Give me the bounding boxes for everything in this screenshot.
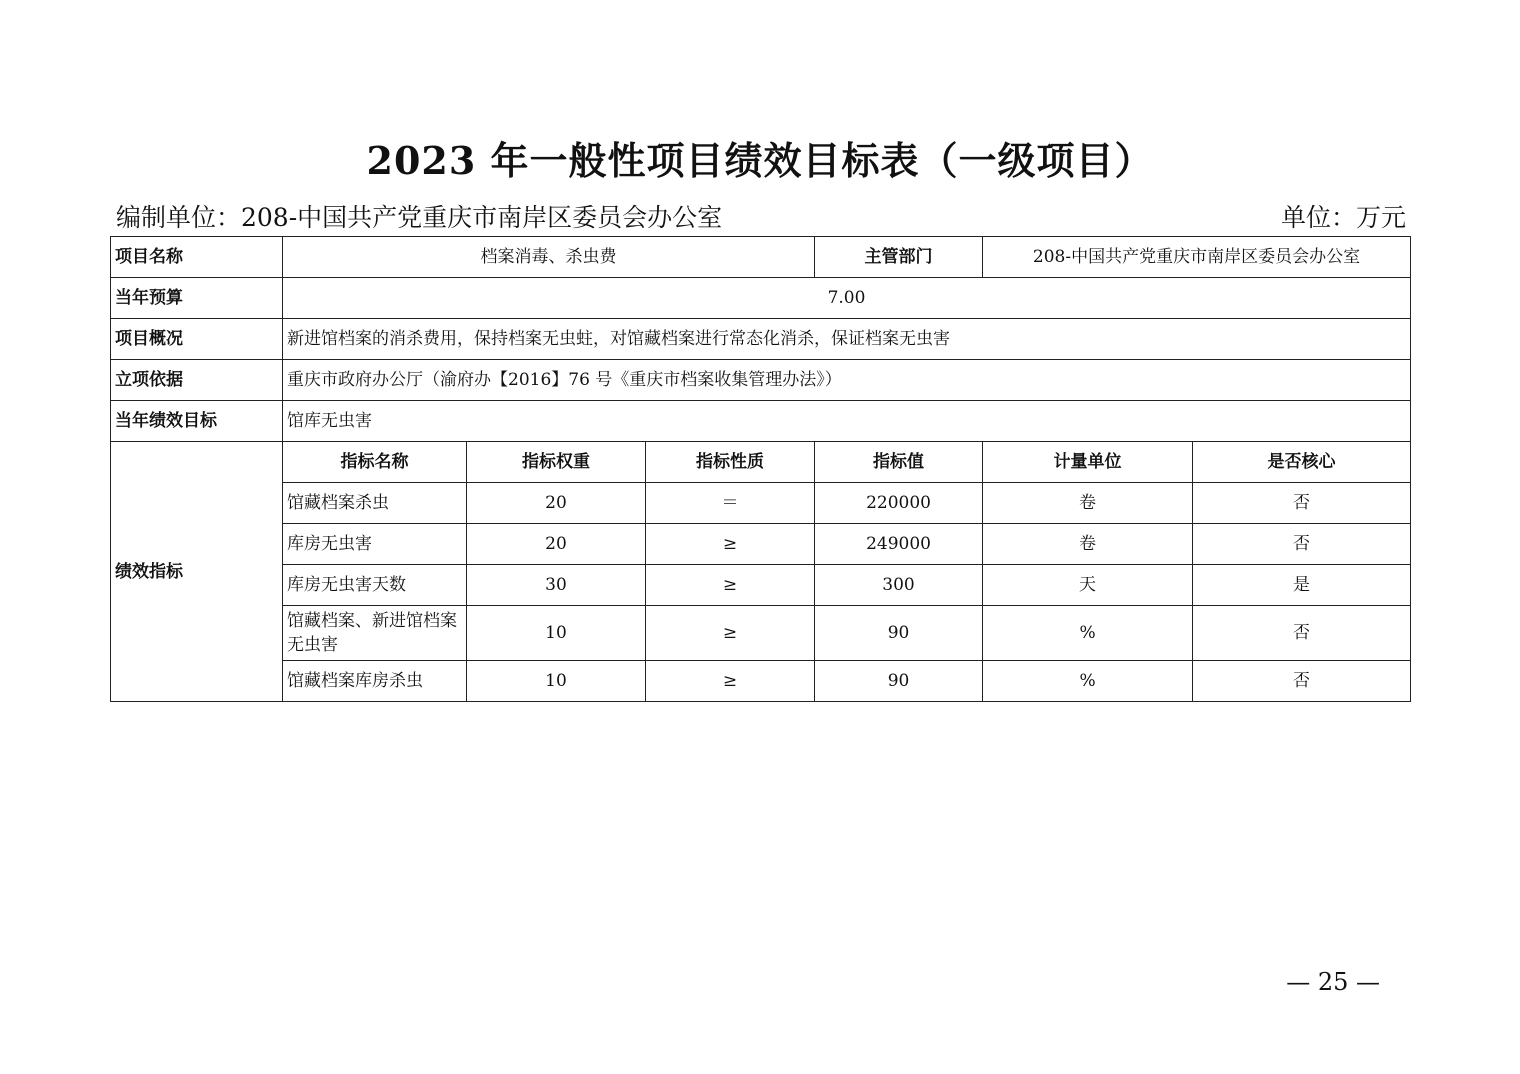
row-budget [111,278,1411,319]
table-row [111,661,1411,702]
project-name-value: 档案消毒、杀虫费 [283,237,815,278]
header-measure-unit: 计量单位 [983,442,1193,483]
is-core: 否 [1193,524,1411,565]
header-indicator-nature: 指标性质 [646,442,815,483]
indicator-name: 库房无虫害 [283,524,467,565]
overview-label: 项目概况 [111,319,283,360]
table-row [111,524,1411,565]
row-goal [111,401,1411,442]
indicator-nature: ＝ [646,483,815,524]
row-overview [111,319,1411,360]
currency-unit: 单位：万元 [1280,203,1406,232]
basis-label: 立项依据 [111,360,283,401]
measure-unit: 卷 [983,524,1193,565]
indicator-value: 300 [815,565,983,606]
budget-value: 7.00 [283,278,1411,319]
is-core: 否 [1193,661,1411,702]
dept-label: 主管部门 [815,237,983,278]
indicator-name: 馆藏档案库房杀虫 [283,661,467,702]
indicator-weight: 20 [467,524,646,565]
indicator-weight: 10 [467,661,646,702]
indicator-value: 90 [815,661,983,702]
overview-value: 新进馆档案的消杀费用，保持档案无虫蛀，对馆藏档案进行常态化消杀，保证档案无虫害 [283,319,1411,360]
header-indicator-name: 指标名称 [283,442,467,483]
indicator-value: 90 [815,606,983,661]
indicators-label: 绩效指标 [111,442,283,702]
indicator-name: 馆藏档案、新进馆档案无虫害 [283,606,467,661]
project-name-label: 项目名称 [111,237,283,278]
measure-unit: 天 [983,565,1193,606]
indicator-name: 馆藏档案杀虫 [283,483,467,524]
basis-value: 重庆市政府办公厅（渝府办【2016】76 号《重庆市档案收集管理办法》） [283,360,1411,401]
page-title: 2023 年一般性项目绩效目标表（一级项目） [366,138,1154,183]
indicator-nature: ≥ [646,606,815,661]
row-basis [111,360,1411,401]
page-number: — 25 — [1286,968,1380,996]
header-is-core: 是否核心 [1193,442,1411,483]
performance-table [110,236,1411,702]
measure-unit: % [983,606,1193,661]
measure-unit: 卷 [983,483,1193,524]
header-indicator-value: 指标值 [815,442,983,483]
header-indicator-weight: 指标权重 [467,442,646,483]
indicator-nature: ≥ [646,565,815,606]
indicator-weight: 20 [467,483,646,524]
indicator-weight: 30 [467,565,646,606]
table-row [111,483,1411,524]
is-core: 否 [1193,483,1411,524]
indicator-name: 库房无虫害天数 [283,565,467,606]
table-row [111,565,1411,606]
indicator-weight: 10 [467,606,646,661]
compiling-unit: 编制单位：208-中国共产党重庆市南岸区委员会办公室 [116,203,723,232]
indicator-value: 220000 [815,483,983,524]
row-project-name [111,237,1411,278]
goal-value: 馆库无虫害 [283,401,1411,442]
indicator-nature: ≥ [646,524,815,565]
indicator-value: 249000 [815,524,983,565]
is-core: 否 [1193,606,1411,661]
dept-value: 208-中国共产党重庆市南岸区委员会办公室 [983,237,1411,278]
indicator-header-row [111,442,1411,483]
goal-label: 当年绩效目标 [111,401,283,442]
table-row [111,606,1411,661]
measure-unit: % [983,661,1193,702]
budget-label: 当年预算 [111,278,283,319]
indicator-nature: ≥ [646,661,815,702]
is-core: 是 [1193,565,1411,606]
